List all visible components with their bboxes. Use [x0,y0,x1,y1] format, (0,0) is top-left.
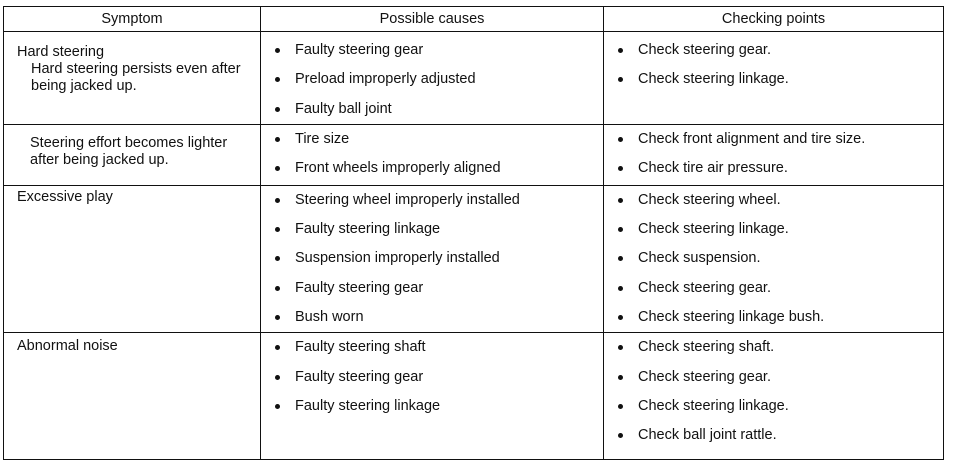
list-item: Suspension improperly installed [261,244,603,273]
header-symptom: Symptom [4,7,261,32]
causes-cell [261,32,604,125]
checks-cell [604,32,944,125]
table-row [4,333,944,460]
list-item: Check front alignment and tire size. [604,125,943,154]
table-row [4,124,944,185]
causes-cell [261,185,604,332]
list-item: Check tire air pressure. [604,154,943,183]
bullet-icon [618,198,623,203]
bullet-icon [618,166,623,171]
bullet-icon [275,166,280,171]
bullet-icon [275,48,280,53]
list-item: Check suspension. [604,244,943,273]
table-row [4,32,944,125]
symptom-title: Excessive play [17,188,113,205]
table-row [4,185,944,332]
bullet-icon [275,345,280,350]
header-checking-points: Checking points [604,7,944,32]
bullet-icon [275,77,280,82]
bullet-icon [618,375,623,380]
list-item: Bush worn [261,303,603,332]
list-item: Check ball joint rattle. [604,421,943,450]
bullet-icon [618,227,623,232]
checks-cell [604,185,944,332]
causes-cell [261,124,604,185]
bullet-icon [275,315,280,320]
symptom-title: Abnormal noise [17,338,118,355]
list-item: Check steering gear. [604,36,943,65]
list-item: Faulty steering gear [261,36,603,65]
bullet-icon [275,286,280,291]
bullet-icon [618,433,623,438]
list-item: Check steering linkage bush. [604,303,943,332]
list-item: Front wheels improperly aligned [261,154,603,183]
list-item: Check steering shaft. [604,333,943,362]
list-item: Steering wheel improperly installed [261,186,603,215]
bullet-icon [618,345,623,350]
troubleshooting-table [3,6,944,460]
bullet-icon [275,107,280,112]
list-item: Tire size [261,125,603,154]
symptom-cell [4,333,261,460]
list-item: Faulty steering shaft [261,333,603,362]
bullet-icon [275,375,280,380]
bullet-icon [618,256,623,261]
bullet-icon [275,256,280,261]
header-row [4,7,944,32]
list-item: Faulty steering gear [261,363,603,392]
list-item: Faulty steering linkage [261,215,603,244]
checks-cell [604,333,944,460]
list-item: Check steering linkage. [604,65,943,94]
bullet-icon [618,315,623,320]
checks-cell [604,124,944,185]
list-item: Check steering linkage. [604,215,943,244]
list-item: Check steering gear. [604,274,943,303]
bullet-icon [618,404,623,409]
list-item: Faulty steering gear [261,274,603,303]
bullet-icon [618,77,623,82]
list-item: Preload improperly adjusted [261,65,603,94]
bullet-icon [618,286,623,291]
list-item: Faulty ball joint [261,95,603,124]
symptom-subtitle: Hard steering persists even after being jacked up. [31,61,241,94]
symptom-title: Hard steering [17,44,105,60]
symptom-cell [4,124,261,185]
header-possible-causes: Possible causes [261,7,604,32]
list-item: Faulty steering linkage [261,392,603,421]
bullet-icon [618,137,623,142]
bullet-icon [275,227,280,232]
bullet-icon [275,198,280,203]
causes-cell [261,333,604,460]
bullet-icon [275,404,280,409]
bullet-icon [618,48,623,53]
bullet-icon [275,137,280,142]
list-item: Check steering gear. [604,363,943,392]
symptom-cell [4,185,261,332]
symptom-title: Steering effort becomes lighter after being jacked up. [30,134,228,168]
symptom-cell [4,32,261,125]
list-item: Check steering linkage. [604,392,943,421]
list-item: Check steering wheel. [604,186,943,215]
